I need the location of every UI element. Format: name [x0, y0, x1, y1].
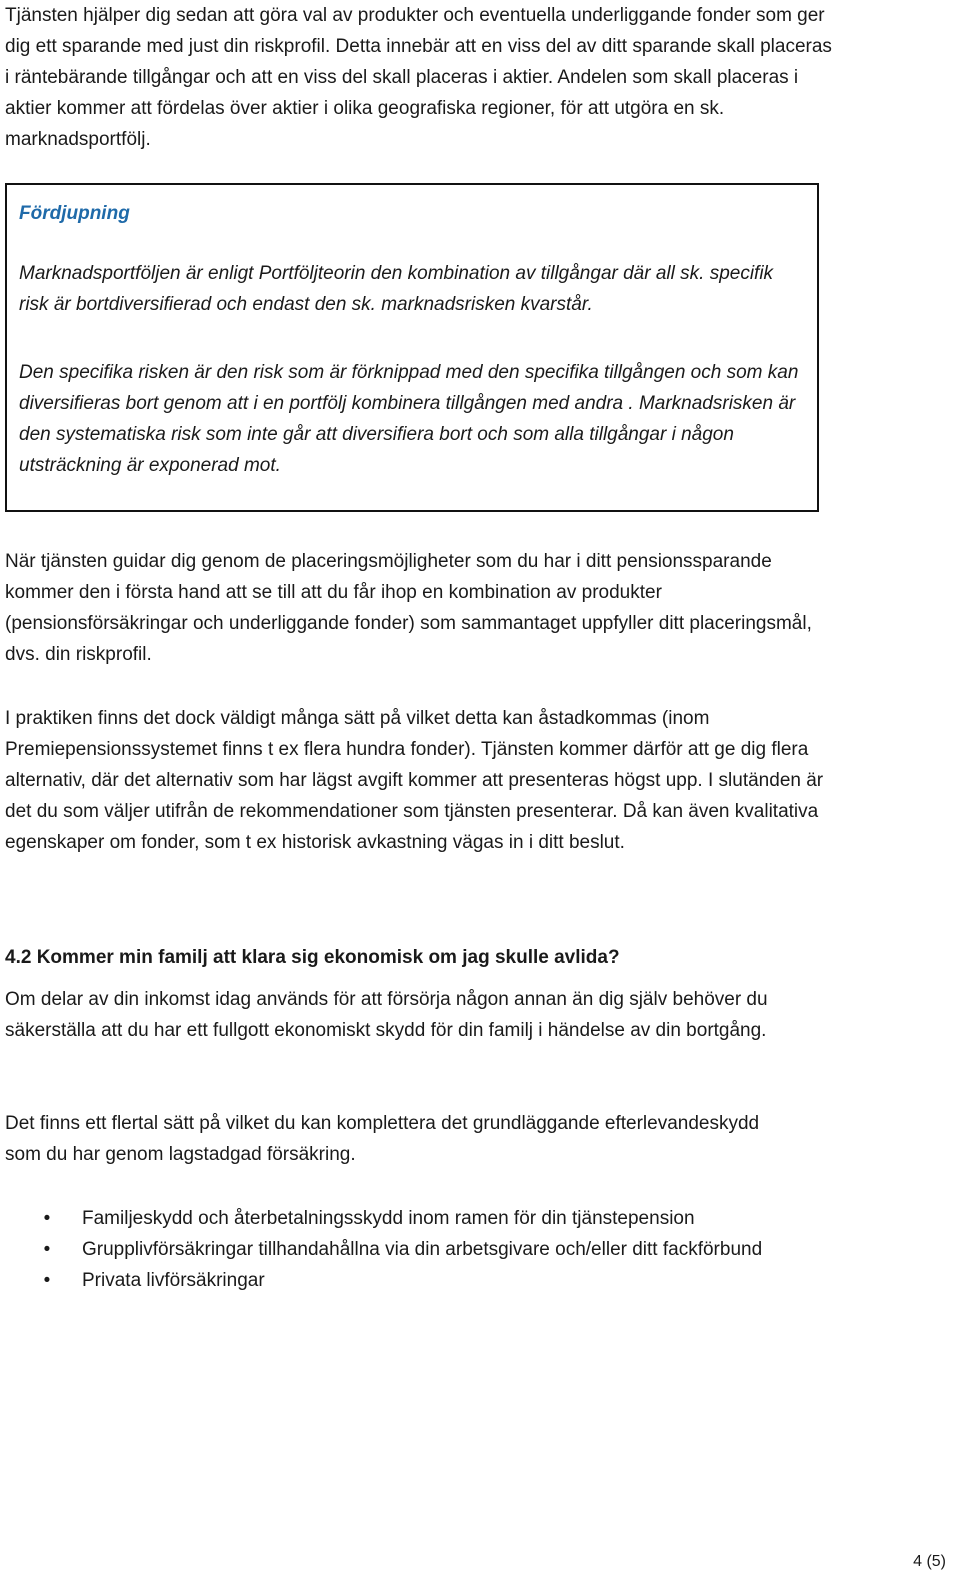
list-item-text: Grupplivförsäkringar tillhandahållna via din arbetsgivare och/eller ditt fackförbund: [82, 1239, 763, 1260]
bullet-icon: •: [43, 1239, 51, 1260]
box-title: Fördjupning: [19, 203, 130, 224]
box-paragraph-1: Marknadsportföljen är enligt Portföljteorin den kombination av tillgångar där all sk. specifik risk är bortdiversifierad och endast den sk. marknadsrisken kvarstår.: [19, 263, 774, 315]
section-number: 4.2: [5, 947, 32, 968]
paragraph-3: När tjänsten guidar dig genom de placeringsmöjligheter som du har i ditt pensionssparande kommer den i första hand att se till att du får ihop en kombination av produkter (pensionsförsäkringar och underliggande fonder) som sammantaget uppfyller ditt placeringsmål, dvs. din riskprofil.: [5, 551, 812, 665]
bullet-icon: •: [43, 1208, 51, 1229]
deepening-box: [5, 183, 819, 512]
list-item: [5, 1234, 835, 1265]
list-item: [5, 1265, 835, 1296]
page-number: 4 (5): [913, 1553, 946, 1570]
intro-paragraph: Tjänsten hjälper dig sedan att göra val av produkter och eventuella underliggande fonder som ger dig ett sparande med just din riskprofil. Detta innebär att en viss del av ditt sparande skall placeras i räntebärande tillgångar och att en viss del skall placeras i aktier. Andelen som skall placeras i aktier kommer att fördelas över aktier i olika geografiska regioner, för att utgöra en sk. marknadsportfölj.: [5, 5, 832, 150]
list-item-text: Familjeskydd och återbetalningsskydd inom ramen för din tjänstepension: [82, 1208, 695, 1229]
bullet-list: [5, 1203, 835, 1296]
section-heading: [5, 942, 620, 973]
paragraph-6: Det finns ett flertal sätt på vilket du kan komplettera det grundläggande efterlevandeskydd som du har genom lagstadgad försäkring.: [5, 1113, 760, 1165]
list-item: [5, 1203, 835, 1234]
paragraph-5: Om delar av din inkomst idag används för att försörja någon annan än dig själv behöver du säkerställa att du har ett fullgott ekonomiskt skydd för din familj i händelse av din bortgång.: [5, 989, 768, 1041]
paragraph-4: I praktiken finns det dock väldigt många sätt på vilket detta kan åstadkommas (inom Premiepensionssystemet finns t ex flera hundra fonder). Tjänsten kommer därför att ge dig flera alternativ, där det alternativ som har lägst avgift kommer att presenteras högst upp. I slutänden är det du som väljer utifrån de rekommendationer som tjänsten presenterar. Då kan även kvalitativa egenskaper om fonder, som t ex historisk avkastning vägas in i ditt beslut.: [5, 708, 824, 853]
bullet-icon: •: [43, 1270, 51, 1291]
section-title: Kommer min familj att klara sig ekonomisk om jag skulle avlida?: [36, 947, 620, 968]
list-item-text: Privata livförsäkringar: [82, 1270, 265, 1291]
box-paragraph-2: Den specifika risken är den risk som är förknippad med den specifika tillgången och som kan diversifieras bort genom att i en portfölj kombinera tillgången med andra . Marknadsrisken är den systematiska risk som inte går att diversifiera bort och som alla tillgångar i någon utsträckning är exponerad mot.: [19, 362, 799, 476]
